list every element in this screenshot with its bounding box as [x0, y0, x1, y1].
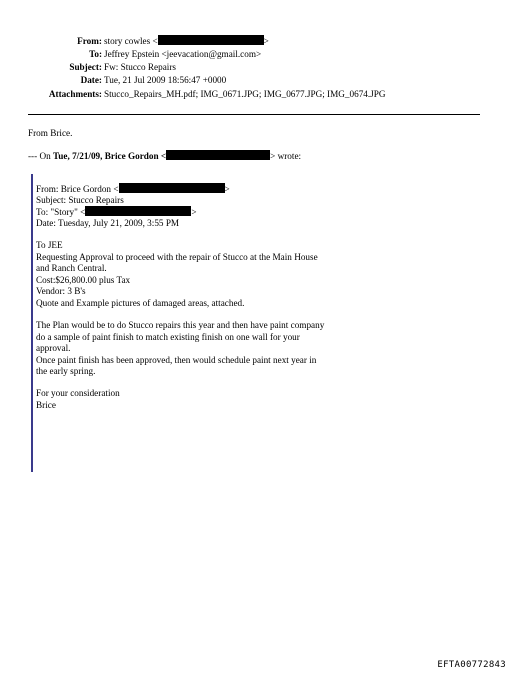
to-value: Jeffrey Epstein <jeevacation@gmail.com>: [104, 49, 262, 59]
plan-line: approval.: [36, 343, 71, 353]
redaction-bar: [119, 183, 225, 193]
quoted-subject: Subject: Stucco Repairs: [36, 194, 124, 205]
date-label: Date:: [80, 75, 102, 85]
quoted-to-end: >: [191, 207, 197, 217]
signature: Brice: [36, 399, 56, 410]
quoted-from-prefix: From: Brice Gordon <: [36, 184, 119, 194]
attachments-value: Stucco_Repairs_MH.pdf; IMG_0671.JPG; IMG_0677.JPG; IMG_0674.JPG: [104, 89, 386, 99]
header-attachments-row: [0, 87, 512, 101]
body-line: Quote and Example pictures of damaged areas, attached.: [36, 297, 245, 308]
body-line: Vendor: 3 B's: [36, 286, 86, 296]
quoted-to: [36, 206, 197, 218]
plan-line: the early spring.: [36, 366, 96, 376]
redaction-bar: [85, 206, 191, 216]
from-value: [104, 34, 269, 48]
quote-bar: [31, 174, 33, 472]
wrote-suffix: > wrote:: [270, 151, 302, 161]
plan-line: The Plan would be to do Stucco repairs this year and then have paint company: [36, 320, 325, 330]
header-subject-row: [0, 60, 512, 74]
body-line: Cost:$26,800.00 plus Tax: [36, 274, 131, 285]
header-date-row: [0, 73, 512, 87]
quoted-from-end: >: [224, 184, 230, 194]
body-line: Requesting Approval to proceed with the repair of Stucco at the Main House: [36, 251, 318, 262]
plan-line: Once paint finish has been approved, then would schedule paint next year in: [36, 354, 317, 365]
subject-label: Subject:: [69, 62, 102, 72]
header-to-row: [0, 47, 512, 61]
closing-line: For your consideration: [36, 388, 120, 398]
redaction-bar: [166, 150, 270, 160]
body-line: To JEE: [36, 240, 63, 250]
from-end: >: [263, 36, 269, 46]
body-line: and Ranch Central.: [36, 263, 107, 273]
quoted-from: [36, 183, 230, 195]
quoted-date: Date: Tuesday, July 21, 2009, 3:55 PM: [36, 217, 180, 228]
document-id: EFTA00772843: [437, 660, 506, 670]
quoted-to-prefix: To: "Story" <: [36, 207, 86, 217]
date-value: Tue, 21 Jul 2009 18:56:47 +0000: [104, 75, 227, 85]
header-divider: [28, 114, 480, 115]
wrote-prefix: --- On: [28, 151, 54, 161]
redaction-bar: [158, 35, 264, 45]
from-name: story cowles <: [104, 36, 158, 46]
plan-line: do a sample of paint finish to match existing finish on one wall for your: [36, 331, 300, 342]
to-label: To:: [89, 49, 102, 59]
attachments-label: Attachments:: [48, 89, 102, 99]
from-label: From:: [77, 36, 102, 46]
header-from-row: [0, 34, 512, 48]
subject-value: Fw: Stucco Repairs: [104, 62, 176, 72]
wrote-bold: Tue, 7/21/09, Brice Gordon <: [53, 151, 167, 161]
wrote-line: [28, 150, 301, 162]
intro-text: From Brice.: [28, 128, 73, 138]
